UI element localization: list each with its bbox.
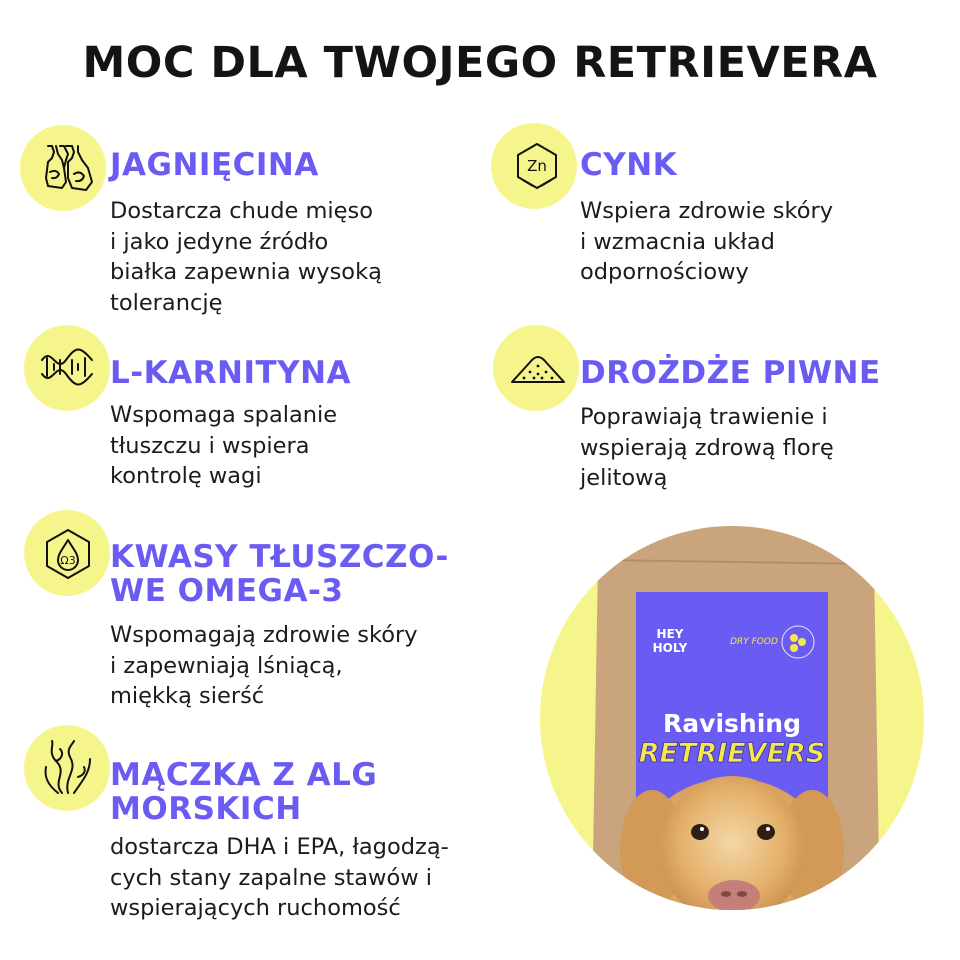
feature-heading: L-KARNITYNA (110, 355, 352, 391)
feature-heading: KWASY TŁUSZCZO- WE OMEGA-3 (110, 539, 449, 609)
dna-helix-icon (38, 340, 98, 400)
seaweed-icon (38, 737, 98, 797)
product-name-line-1: Ravishing (663, 709, 801, 738)
zinc-icon (507, 136, 567, 196)
product-bag-image (540, 520, 924, 910)
feature-heading: MĄCZKA Z ALG MORSKICH (110, 757, 378, 827)
omega3-drop-icon (38, 524, 98, 584)
feature-heading: JAGNIĘCINA (110, 147, 319, 183)
feature-heading: DROŻDŻE PIWNE (580, 355, 881, 391)
feature-description: Wspiera zdrowie skóry i wzmacnia układ odpornościowy (580, 198, 834, 285)
powder-pile-icon (508, 338, 568, 398)
brand-line-1: HEY (656, 627, 684, 641)
feature-description: Wspomaga spalanie tłuszczu i wspiera kontrolę wagi (110, 402, 338, 489)
brand-line-2: HOLY (652, 641, 688, 655)
feature-heading: CYNK (580, 147, 678, 183)
page-title: MOC DLA TWOJEGO RETRIEVERA (82, 38, 878, 88)
svg-text:Zn: Zn (527, 157, 547, 175)
golden-retriever-image (620, 776, 844, 910)
feature-description: Poprawiają trawienie i wspierają zdrową florę jelitową (580, 404, 834, 491)
product-tag: DRY FOOD (730, 637, 778, 647)
feature-description: Wspomagają zdrowie skóry i zapewniają lśniącą, miękką sierść (110, 622, 418, 709)
feature-description: Dostarcza chude mięso i jako jedyne źródło białka zapewnia wysoką tolerancję (110, 198, 382, 316)
lamb-meat-icon (38, 138, 98, 198)
product-name-line-2: RETRIEVERS (638, 738, 826, 769)
svg-text:Ω3: Ω3 (60, 554, 76, 567)
feature-description: dostarcza DHA i EPA, łagodzą- cych stany zapalne stawów i wspierających ruchomość (110, 834, 449, 921)
